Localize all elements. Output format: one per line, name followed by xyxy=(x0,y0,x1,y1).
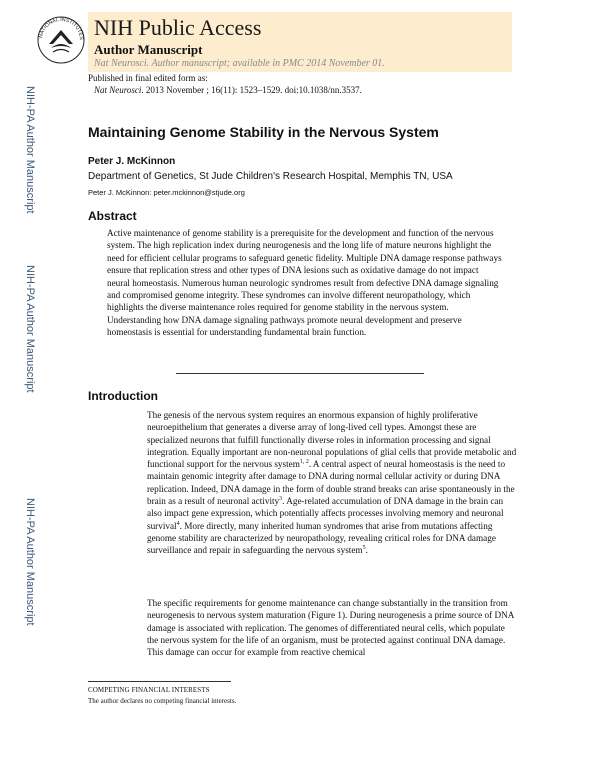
intro-p1-part-e: . xyxy=(365,545,368,556)
footnote-text: The author declares no competing financial interests. xyxy=(88,697,237,705)
side-label-1: NIH-PA Author Manuscript xyxy=(24,86,36,214)
author-affiliation: Department of Genetics, St Jude Children's Research Hospital, Memphis TN, USA xyxy=(88,171,453,182)
citation xyxy=(94,85,362,95)
footnote-divider xyxy=(88,681,231,682)
citation-details: . 2013 November ; 16(11): 1523–1529. doi:10.1038/nn.3537. xyxy=(141,85,362,95)
published-line: Published in final edited form as: xyxy=(88,73,208,83)
availability-note: Nat Neurosci. Author manuscript; available in PMC 2014 November 01. xyxy=(94,58,385,69)
introduction-heading: Introduction xyxy=(88,389,158,403)
journal-name: Nat Neurosci xyxy=(94,85,142,95)
intro-p1-part-b: . A central aspect of neural homeostasis is the need to maintain genomic integrity after damage to DNA during normal cellular activity or during DNA replication. Indeed, DNA damage in the form of double strand breaks can arise spontaneously in the brain as a result of neuronal activity xyxy=(147,459,515,507)
hhs-eagle-seal-icon xyxy=(36,10,86,66)
intro-paragraph-2: The specific requirements for genome maintenance can change substantially in the transition from neurogenesis to nervous system maturation (Figure 1). During neurogenesis a prime source of DNA damage is associated with replication. The genomes of differentiated neural cells, which populate the nervous system for the life of an organism, must be protected against continual DNA damage. This damage can occur for example from reactive chemical xyxy=(147,598,514,658)
citation-ref: 5 xyxy=(362,545,366,552)
abstract-text: Active maintenance of genome stability is a prerequisite for the development and function of the nervous system. The high replication index during neurogenesis and the long life of mature neurons highlight the need for efficient cellular programs to safeguard genetic fidelity. Multiple DNA damage response pathways ensure that replication stress and other types of DNA lesions such as oxidative damage do not impact neural homeostasis. Numerous human neurologic syndromes result from defective DNA damage signaling and compromised genome integrity. These syndromes can involve different neuropathology, which highlights the diverse maintenance roles required for genome stability in the nervous system. Understanding how DNA damage signaling pathways promote neural development and preserve homeostasis is essential for understanding fundamental brain function. xyxy=(107,228,502,338)
logo-text: NATIONAL INSTITUTES xyxy=(38,16,85,41)
section-divider xyxy=(176,373,424,374)
intro-paragraph-1 xyxy=(147,409,517,557)
side-label-3: NIH-PA Author Manuscript xyxy=(24,498,36,626)
intro-p1-part-a: The genesis of the nervous system requires an enormous expansion of highly proliferative neuroepithelium that generates a diverse array of long-lived cell types. Amongst these are specialized neurons that fulfill functionally diverse roles in information processing and signal integration. Equally important are non-neuronal populations of glial cells that provide metabolic and functional support for the nervous system xyxy=(147,410,517,470)
intro-p1-part-d: . More directly, many inherited human syndromes that arise from mutations affecting genome stability are characterized by neuropathology, revealing critical roles for DNA damage surveillance and repair in safeguarding the nervous system xyxy=(147,520,496,556)
citation-ref: 4 xyxy=(176,520,180,527)
side-label-2: NIH-PA Author Manuscript xyxy=(24,265,36,393)
header-subtitle: Author Manuscript xyxy=(94,42,203,57)
citation-ref: 1, 2 xyxy=(299,459,309,466)
header-title: NIH Public Access xyxy=(94,15,262,40)
article-title: Maintaining Genome Stability in the Nervous System xyxy=(88,124,439,140)
author-email: Peter J. McKinnon: peter.mckinnon@stjude.org xyxy=(88,188,245,197)
abstract-heading: Abstract xyxy=(88,209,137,223)
citation-ref: 3 xyxy=(279,496,283,503)
author-name: Peter J. McKinnon xyxy=(88,156,176,167)
intro-p1-part-c: . Age-related accumulation of DNA damage in the brain can also impact gene expression, which potentially affects processes involving memory and neuronal survival xyxy=(147,496,504,531)
footnote-heading: COMPETING FINANCIAL INTERESTS xyxy=(88,686,210,694)
